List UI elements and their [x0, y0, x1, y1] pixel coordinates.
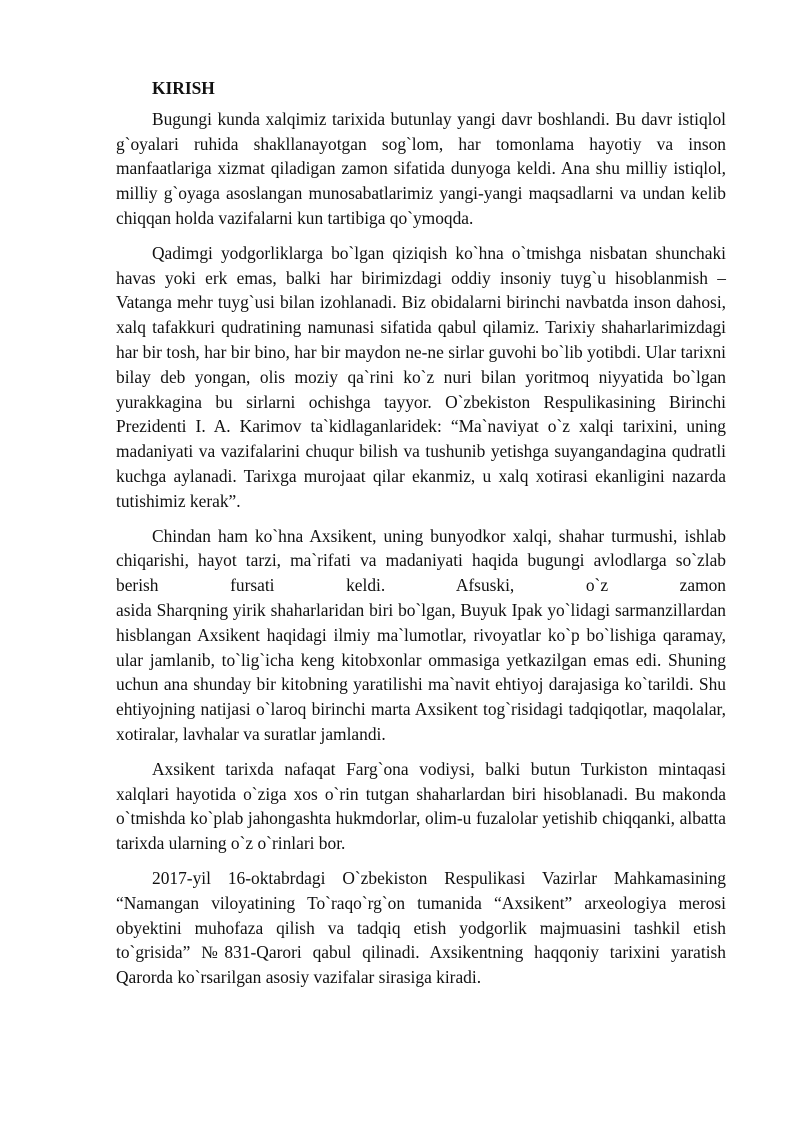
section-heading: KIRISH	[152, 78, 215, 98]
document-page	[116, 76, 726, 1000]
paragraph-3	[116, 524, 726, 598]
paragraph-5: 2017-yil 16-oktabrdagi O`zbekiston Respulikasi Vazirlar Mahkamasining “Namangan viloyatining To`raqo`rg`on tumanida “Axsikent” arxeologiya merosi obyektini muhofaza qilish va tadqiq etish yodgorlik majmuasini tashkil etish to`grisida” №831-Qarori qabul qilinadi. Axsikentning haqqoniy tarixini yaratish Qarorda ko`rsarilgan asosiy vazifalar sirasiga kiradi.	[116, 867, 726, 988]
paragraph-3-part-1: Chindan ham ko`hna Axsikent, uning bunyodkor xalqi, shahar turmushi, ishlab chiqarishi, hayot tarzi, ma`rifati va madaniyati haqida bugungi avlodlarga so`zlab berish fursati keldi. Afsuski, o`z zamon	[116, 525, 726, 596]
paragraph-4: Axsikent tarixda nafaqat Farg`ona vodiysi, balki butun Turkiston mintaqasi xalqlari hayotida o`ziga xos o`rin tutgan shaharlardan biri hisoblanadi. Bu makonda o`tmishda ko`plab jahongashta hukmdorlar, olim-u fuzalolar yetishib chiqqanki, albatta tarixda ularning o`z o`rinlari bor.	[116, 758, 726, 854]
paragraph-2: Qadimgi yodgorliklarga bo`lgan qiziqish ko`hna o`tmishga nisbatan shunchaki havas yoki erk emas, balki har birimizdagi oddiy insoniy tuyg`u hisoblanmish – Vatanga mehr tuyg`usi bilan izohlanadi. Biz obidalarni birinchi navbatda inson dahosi, xalq tafakkuri qudratining namunasi sifatida qabul qilamiz. Tarixiy shaharlarimizdagi har bir tosh, har bir bino, har bir maydon ne-ne sirlar guvohi bo`lib yotibdi. Ular tarixni bilay deb yongan, olis moziy qa`rini ko`z nuri bilan yoritmoq niyyatida bo`lgan yurakkagina bu sirlarni ochishga tayyor. O`zbekiston Respulikasining Birinchi Prezidenti I. A. Karimov ta`kidlaganlaridek: “Ma`naviyat o`z xalqi tarixini, uning madaniyati va vazifalarini chuqur bilish va tushunib yetishga suyangandagina qudratli kuchga aylanadi. Tarixga murojaat qilar ekanmiz, u xalq xotirasi ekanligini nazarda tutishimiz kerak”.	[116, 242, 726, 511]
paragraph-3-continued: asida Sharqning yirik shaharlaridan biri bo`lgan, Buyuk Ipak yo`lidagi sarmanzillardan hisblangan Axsikent haqidagi ilmiy ma`lumotlar, rivoyatlar ko`p bo`lishiga qaramay, ular jamlanib, to`lig`icha keng kitobxonlar ommasiga yetkazilgan emas edi. Shuning uchun ana shunday bir kitobning yaratilishi ma`navit ehtiyoj darajasiga ko`tarildi. Shu ehtiyojning natijasi o`laroq birinchi marta Axsikent tog`risidagi tadqiqotlar, maqolalar, xotiralar, lavhalar va suratlar jamlandi.	[116, 599, 726, 744]
paragraph-1: Bugungi kunda xalqimiz tarixida butunlay yangi davr boshlandi. Bu davr istiqlol g`oyalari ruhida shakllanayotgan sog`lom, har tomonlama hayotiy va inson manfaatlariga xizmat qiladigan zamon sifatida dunyoga keldi. Ana shu milliy istiqlol, milliy g`oyaga asoslangan munosabatlarimiz yangi-yangi maqsadlarni va undan kelib chiqqan holda vazifalarni kun tartibiga qo`ymoqda.	[116, 108, 726, 228]
